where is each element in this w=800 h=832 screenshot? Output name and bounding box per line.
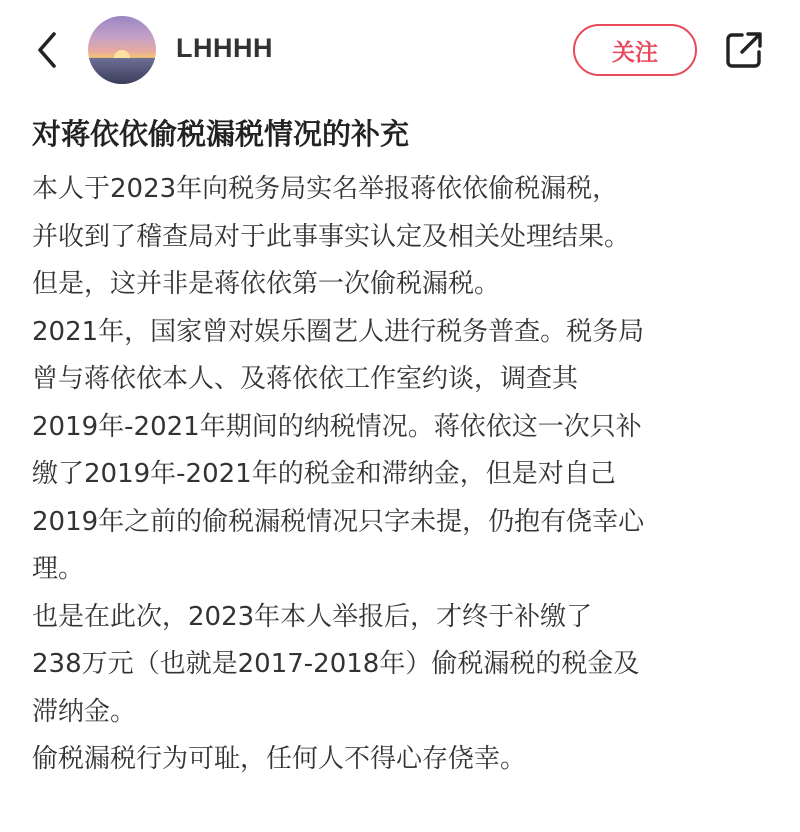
chevron-left-icon [30, 28, 66, 72]
post-title: 对蒋依依偷税漏税情况的补充 [32, 117, 410, 151]
post-body-line: 2019年-2021年期间的纳税情况。蒋依依这一次只补 [32, 411, 642, 442]
post-body-line: 2021年，国家曾对娱乐圈艺人进行税务普查。税务局 [32, 316, 645, 347]
post-body [32, 166, 780, 784]
post-body-line: 偷税漏税行为可耻，任何人不得心存侥幸。 [32, 744, 527, 774]
avatar-sea [88, 58, 156, 84]
post-body-line: 2019年之前的偷税漏税情况只字未提，仍抱有侥幸心 [32, 506, 645, 537]
post-body-line: 但是，这并非是蒋依依第一次偷税漏税。 [32, 269, 501, 299]
post-body-line: 也是在此次，2023年本人举报后，才终于补缴了 [32, 601, 593, 632]
post-body-line: 理。 [32, 554, 85, 584]
top-bar [0, 0, 800, 100]
username[interactable]: LHHHH [176, 33, 273, 63]
post-body-line: 本人于2023年向税务局实名举报蒋依依偷税漏税， [32, 174, 619, 204]
post-body-line: 曾与蒋依依本人、及蒋依依工作室约谈，调查其 [32, 364, 579, 394]
avatar[interactable] [88, 16, 156, 84]
share-button[interactable] [724, 30, 764, 70]
back-button[interactable] [30, 28, 66, 72]
post-body-line: 缴了2019年-2021年的税金和滞纳金，但是对自己 [32, 459, 616, 489]
share-icon [724, 30, 764, 70]
avatar-sun [114, 50, 130, 58]
follow-button[interactable]: 关注 [573, 24, 697, 76]
post-body-line: 并收到了稽查局对于此事事实认定及相关处理结果。 [32, 221, 631, 252]
post-body-line: 238万元（也就是2017-2018年）偷税漏税的税金及 [32, 649, 640, 679]
post-body-line: 滞纳金。 [32, 696, 137, 727]
